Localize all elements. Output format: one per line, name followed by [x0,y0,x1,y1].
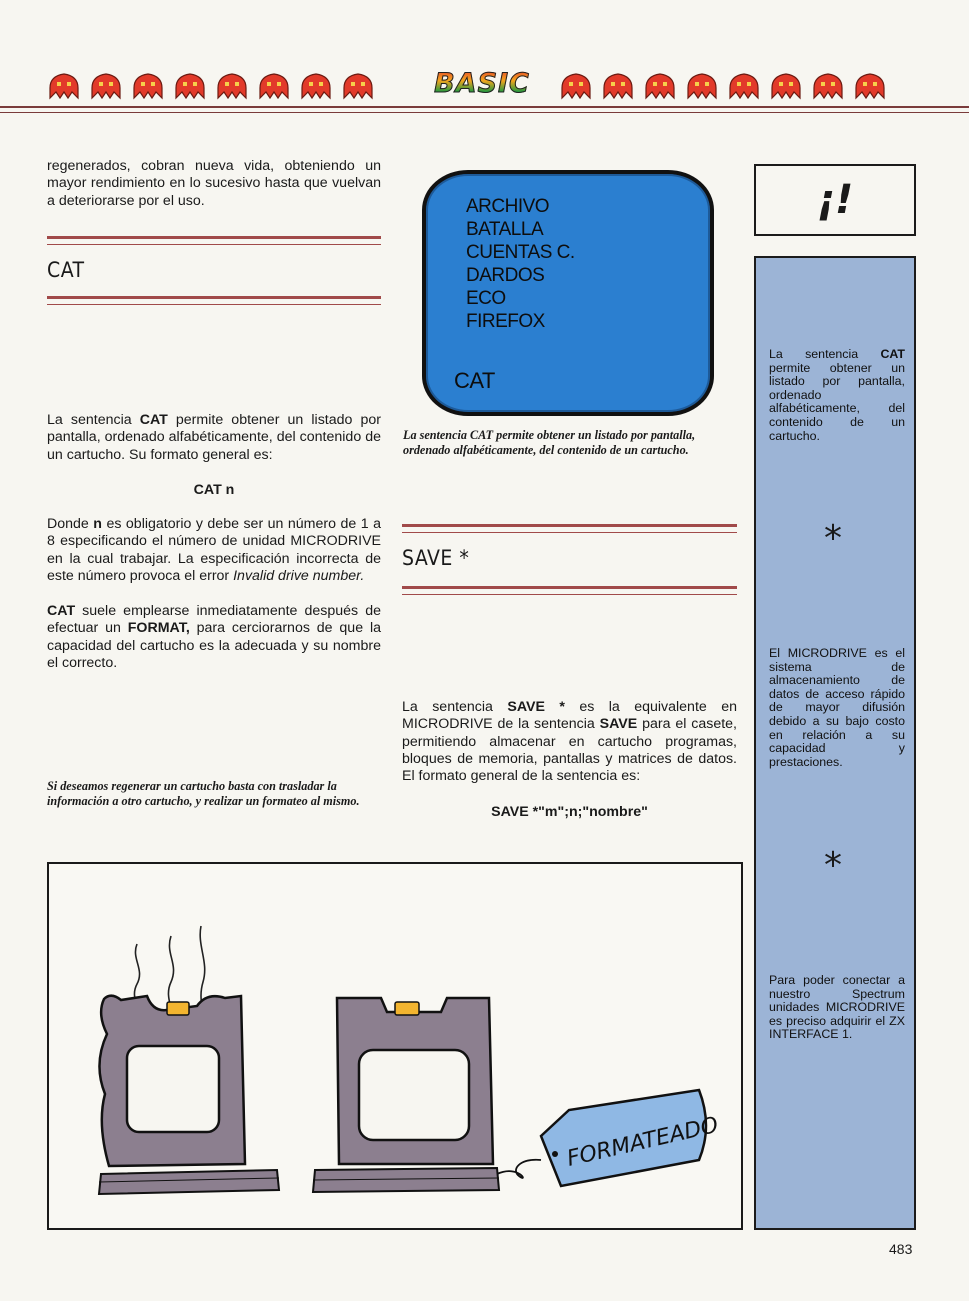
invader-icon [298,70,334,104]
left-caption: Si deseamos regenerar un cartucho basta con trasladar la información a otro cartucho, y realizar un formateo al mismo. [47,779,360,808]
invader-icon [340,70,376,104]
cat-p3-text-b: suele emplearse inmediatamente después de efectuar un [47,603,381,637]
cat-rule-bottom [47,296,381,299]
side-note-1-keyword: CAT [880,347,905,361]
monitor-screen [422,170,714,416]
burnt-cartridge [99,996,279,1194]
invader-icon [684,70,720,104]
cat-p1-keyword: CAT [139,412,168,428]
invader-icon [768,70,804,100]
side-asterisk-1: * [824,518,842,559]
side-note-3: Para poder conectar a nuestro Spectrum unidades MICRODRIVE es preciso adquirir el ZX INTERFACE 1. [769,973,905,1042]
invader-icon [46,70,82,104]
cat-rule-bottom-thin [47,304,381,305]
invader-icon [852,70,888,100]
save-p-keyword: SAVE * [507,699,565,715]
basic-logo: BASIC [432,68,532,104]
invader-icon [172,70,208,100]
side-note-1 [769,348,905,443]
cat-p1-text-c: permite obtener un listado por pantalla, ordenado alfabéticamente, del contenido de un cartucho. Su formato general es: [47,412,381,463]
invader-row-right [558,70,888,104]
monitor-line-3: CUENTAS C. [466,242,575,263]
save-paragraph [402,699,737,785]
header-rule-bottom [0,112,969,113]
header-rule-top [0,106,969,108]
invader-row-left [46,70,376,104]
cartridge-illustration-svg [49,864,741,1228]
invader-icon [768,70,804,104]
save-rule-top [402,524,737,527]
invader-icon [88,70,124,100]
side-heading-box [754,164,916,236]
invader-icon [256,70,292,100]
tag-label: FORMATEADO [564,1112,721,1172]
invader-icon [642,70,678,100]
invader-icon [600,70,636,100]
side-heading: ¡! [816,177,854,223]
monitor-line-2: BATALLA [466,219,544,240]
page-number: 483 [889,1241,913,1257]
invader-icon [172,70,208,104]
save-rule-bottom [402,586,737,589]
save-format: SAVE *"m";n;"nombre" [491,804,648,820]
invader-icon [340,70,376,100]
cat-paragraph-2 [47,516,381,585]
cat-p2-text-a: Donde [47,516,94,532]
invader-icon [214,70,250,100]
tag-string [497,1160,541,1178]
cat-paragraph-3 [47,603,381,672]
monitor-line-6: FIREFOX [466,311,545,332]
invader-icon [726,70,762,100]
cartridge-illustration [47,862,743,1230]
save-p-keyword-2: SAVE [599,716,638,733]
invader-icon [684,70,720,100]
invader-icon [852,70,888,104]
invader-icon [810,70,846,100]
save-rule-top-thin [402,532,737,533]
invader-icon [46,70,82,100]
cat-p3-format-keyword: FORMAT, [127,620,190,637]
invader-icon [130,70,166,104]
save-rule-bottom-thin [402,594,737,595]
new-cartridge [313,998,499,1192]
invader-icon [558,70,594,100]
invader-icon [600,70,636,104]
tag-hole [552,1151,558,1157]
intro-paragraph: regenerados, cobran nueva vida, obteniendo un mayor rendimiento en lo sucesivo hasta que vuelvan a deteriorarse por el uso. [47,158,381,209]
cat-p2-error: Invalid drive number. [233,567,365,584]
side-note-1-c: permite obtener un listado por pantalla, ordenado alfabéticamente, del contenido de un cartucho. [769,360,905,443]
invader-icon [88,70,124,104]
cat-p3-text-d: para cerciorarnos de que la capacidad del cartucho es la adecuada y su nombre el correcto. [47,620,381,671]
monitor-command: CAT [454,368,495,393]
side-asterisk-2: * [824,845,842,886]
cat-p1-text-a: La sentencia [47,412,140,428]
side-note-2: El MICRODRIVE es el sistema de almacenamiento de datos de acceso rápido de mayor difusión debido a su bajo costo en relación a su capacidad y prestaciones. [769,646,905,769]
monitor-line-4: DARDOS [466,265,545,286]
invader-icon [130,70,166,100]
monitor-caption: La sentencia CAT permite obtener un listado por pantalla, ordenado alfabéticamente, del contenido de un cartucho. [403,428,696,457]
invader-icon [558,70,594,104]
invader-icon [298,70,334,100]
save-p-text-a: La sentencia [402,699,508,715]
cat-rule-top-thin [47,244,381,245]
save-section-title: SAVE * [402,546,470,570]
save-p-text-c: es la equivalente en MICRODRIVE de la sentencia [402,699,737,733]
invader-icon [642,70,678,104]
invader-icon [214,70,250,104]
invader-icon [726,70,762,104]
cat-format: CAT n [193,482,235,498]
invader-icon [810,70,846,104]
cat-section-title: CAT [47,258,85,282]
monitor-line-5: ECO [466,288,506,309]
cat-p2-text-c: es obligatorio y debe ser un número de 1 a 8 especificando el número de unidad MICRODRIVE en la cual trabajar. La especificación incorrecta de este número provoca el error [47,516,382,584]
monitor-line-1: ARCHIVO [466,196,550,217]
cat-p3-keyword: CAT [47,603,76,619]
cat-paragraph-1 [47,412,381,464]
cat-rule-top [47,236,381,239]
side-note-1-a: La sentencia [769,347,881,361]
invader-icon [256,70,292,104]
cat-p2-keyword: n [93,516,102,532]
save-p-text-e: para el casete, permitiendo almacenar en cartucho programas, bloques de memoria, pantallas y matrices de datos. El formato general de la sentencia es: [402,716,737,785]
